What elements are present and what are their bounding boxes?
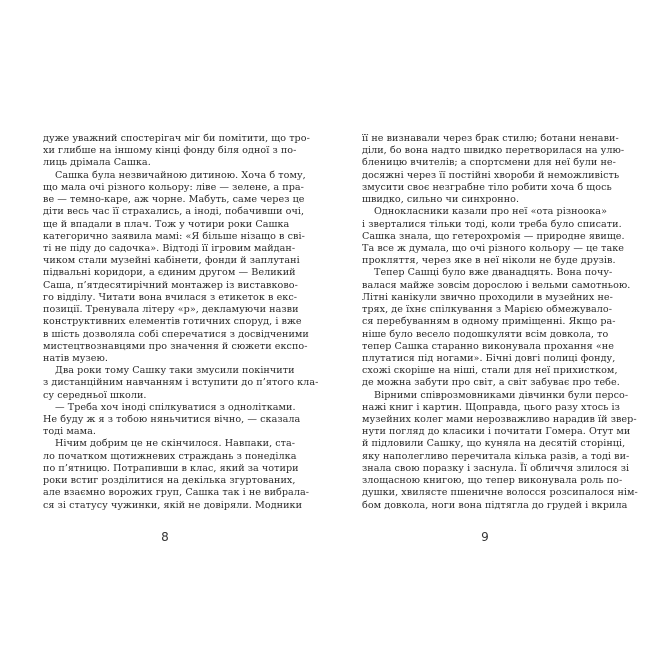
text-line: ся перебуванням в одному приміщенні. Якщо ра-	[362, 316, 616, 328]
text-line: Вірними співрозмовниками дівчинки були персо-	[374, 389, 629, 401]
text-line: по п’ятницю. Потрапивши в клас, який за чотири	[43, 462, 299, 474]
text-line: конструктивних елементів готичних споруд, і вже	[43, 316, 302, 328]
text-line: Тепер Сашці було вже дванадцять. Вона почу-	[374, 267, 613, 279]
text-line: лиць дрімала Сашка.	[43, 157, 151, 169]
text-line: валася майже зовсім дорослою і вельми самотньою.	[362, 279, 631, 291]
text-line: з дистанційним навчанням і вступити до п’ятого кла-	[43, 377, 319, 389]
text-line: в шість дозволяла собі сперечатися з досвідченими	[43, 328, 309, 340]
text-line: Саша, п’ятдесятирічний монтажер із виставково-	[43, 279, 298, 291]
text-line: душки, хвилясте пшеничне волосся розсипалося нім-	[362, 487, 638, 499]
text-line: ще й впадали в плач. Тож у чотири роки Сашка	[43, 218, 290, 230]
text-line: де можна забути про світ, а світ забуває про тебе.	[362, 377, 620, 389]
text-line: тепер Сашка старанно виконувала прохання «не	[362, 340, 614, 352]
text-line: тоді мама.	[43, 426, 97, 438]
text-line: схожі скоріше на ніші, стали для неї прихистком,	[362, 365, 618, 377]
text-line: роки встиг розділитися на декілька згуртованих,	[43, 475, 296, 487]
text-line: швидко, сильно чи синхронно.	[362, 194, 520, 206]
text-line: ло початком щотижневих страждань з понеділка	[43, 450, 297, 462]
text-line: нути погляд до класики і почитати Гомера. Отут ми	[362, 426, 631, 438]
text-line: мистецтвознавцями про значення й сюжети експо-	[43, 340, 308, 352]
text-line: злощасною книгою, що тепер виконувала роль по-	[362, 475, 623, 487]
text-line: трях, де їхнє спілкування з Марією обмежувало-	[362, 304, 613, 316]
text-line: яку наполегливо перечитала кілька разів, а тоді ви-	[362, 450, 630, 462]
right-page-number: 9	[481, 530, 489, 544]
text-line: — Треба хоч іноді спілкуватися з однолітками.	[55, 401, 296, 413]
text-line: діли, бо вона надто швидко перетворилася на улю-	[362, 145, 625, 157]
text-line: бленицю вчителів; а спортсмени для неї були не-	[362, 157, 616, 169]
text-line: що мала очі різного кольору: ліве — зелене, а пра-	[43, 181, 304, 193]
text-line: Сашка була незвичайною дитиною. Хоча б тому,	[55, 169, 306, 181]
text-line: прокляття, через яке в неї ніколи не буде друзів.	[362, 255, 616, 267]
text-line: позиції. Тренувала літеру «р», декламуючи назви	[43, 304, 299, 316]
text-line: ті не піду до садочка». Відтоді її ігровим майдан-	[43, 242, 296, 254]
text-line: ве — темно-каре, аж чорне. Мабуть, саме через це	[43, 194, 305, 206]
text-line: Та все ж думала, що очі різного кольору — це таке	[362, 242, 625, 254]
text-line: знала свою поразку і заснула. Її обличчя злилося зі	[362, 462, 630, 474]
text-line: досяжні через її постійні хвороби й неможливість	[362, 169, 620, 181]
text-line: натів музею.	[43, 352, 108, 364]
text-line: го відділу. Читати вона вчилася з етикеток в екс-	[43, 291, 298, 303]
left-page-text	[43, 133, 319, 512]
text-line: су середньої школи.	[43, 389, 147, 401]
text-line: Не буду ж я з тобою няньчитися вічно, — сказала	[43, 414, 301, 426]
text-line: Два роки тому Сашку таки змусили покінчити	[55, 365, 295, 377]
left-page-number: 8	[161, 530, 169, 544]
text-line: підвальні коридори, а єдиним другом — Великий	[43, 267, 296, 279]
text-line: ся зі статусу чужинки, якій не довіряли. Модники	[43, 499, 303, 511]
text-line: Літні канікули звично проходили в музейних не-	[362, 291, 613, 303]
text-line: Однокласники казали про неї «ота різноока»	[374, 206, 607, 218]
text-line: категорично заявила мамі: «Я більше нізащо в сві-	[43, 230, 305, 242]
text-line: хи глибше на іншому кінці фонду біля одної з по-	[43, 145, 297, 157]
text-line: бом довкола, ноги вона підтягла до грудей і вкрила	[362, 499, 628, 511]
text-line: нажі книг і картин. Щоправда, цього разу хтось із	[362, 401, 620, 413]
text-line: музейних колег мами нерозважливо нарадив їй звер-	[362, 414, 637, 426]
right-page-text	[362, 133, 638, 512]
right-page	[325, 0, 650, 650]
text-line: Нічим добрим це не скінчилося. Навпаки, ста-	[55, 438, 296, 450]
text-line: Сашка знала, що гетерохромія — природне явище.	[362, 230, 625, 242]
text-line: чиком стали музейні кабінети, фонди й заплутані	[43, 255, 300, 267]
text-line: і зверталися тільки тоді, коли треба було списати.	[362, 218, 622, 230]
text-line: діти весь час її страхались, а іноді, побачивши очі,	[43, 206, 305, 218]
text-line: дуже уважний спостерігач міг би помітити, що тро-	[43, 133, 310, 144]
text-line: її не визнавали через брак стилю; ботани ненави-	[362, 133, 619, 144]
text-line: але взаємно ворожих груп, Сашка так і не вибрала-	[43, 487, 310, 499]
text-line: змусити своє незграбне тіло робити хоча б щось	[362, 181, 612, 193]
text-line: й підловили Сашку, що куняла на десятій сторінці,	[362, 438, 626, 450]
text-line: плутатися під ногами». Бічні довгі полиці фонду,	[362, 352, 616, 364]
text-line: ніше було весело подошкуляти всім довкола, то	[362, 328, 609, 340]
